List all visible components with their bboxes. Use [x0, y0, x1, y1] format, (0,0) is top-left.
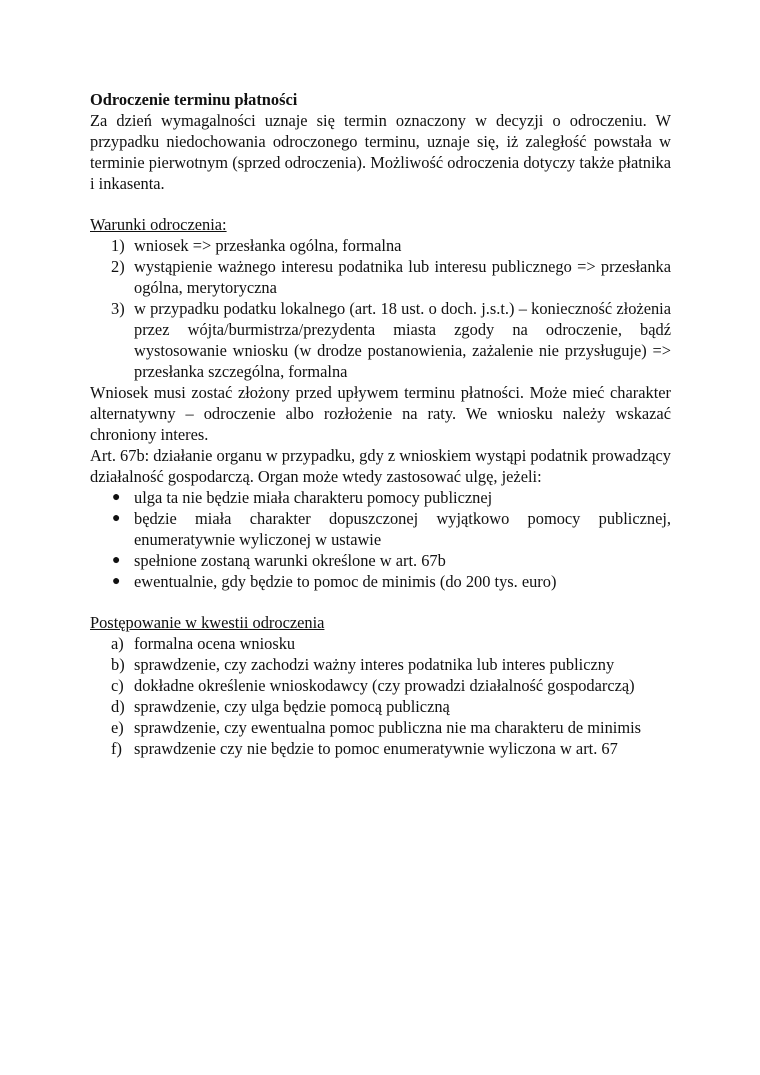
bullet-icon: ● [112, 553, 121, 568]
list-item [90, 738, 671, 759]
conditions-heading: Warunki odroczenia: [90, 215, 227, 234]
list-item [90, 654, 671, 675]
list-item [90, 235, 671, 256]
list-marker: b) [111, 655, 125, 674]
list-marker: f) [111, 739, 122, 758]
list-marker: e) [111, 718, 124, 737]
list-marker: d) [111, 697, 125, 716]
relief-bullet-list [90, 487, 671, 592]
spacer [90, 592, 671, 612]
list-marker: 2) [111, 257, 125, 276]
list-item [90, 256, 671, 298]
list-item [90, 696, 671, 717]
bullet-icon: ● [112, 511, 121, 526]
procedure-heading: Postępowanie w kwestii odroczenia [90, 613, 325, 632]
bullet-icon: ● [112, 490, 121, 505]
bullet-item [90, 508, 671, 550]
list-item-text: sprawdzenie, czy zachodzi ważny interes podatnika lub interes publiczny [134, 655, 615, 674]
bullet-item [90, 571, 671, 592]
list-item [90, 717, 671, 738]
list-marker: a) [111, 634, 124, 653]
list-item-text: dokładne określenie wnioskodawcy (czy prowadzi działalność gospodarczą) [134, 676, 635, 695]
list-marker: 3) [111, 299, 125, 318]
list-item [90, 675, 671, 696]
article-paragraph: Art. 67b: działanie organu w przypadku, gdy z wnioskiem wystąpi podatnik prowadzący działalność gospodarczą. Organ może wtedy zastosować ulgę, jeżeli: [90, 446, 671, 486]
application-paragraph: Wniosek musi zostać złożony przed upływem terminu płatności. Może mieć charakter alternatywny – odroczenie albo rozłożenie na raty. We wniosku należy wskazać chroniony interes. [90, 383, 671, 444]
list-item-text: sprawdzenie, czy ulga będzie pomocą publiczną [134, 697, 450, 716]
list-item-text: formalna ocena wniosku [134, 634, 296, 653]
list-marker: c) [111, 676, 124, 695]
bullet-icon: ● [112, 574, 121, 589]
conditions-list [90, 235, 671, 382]
procedure-list [90, 633, 671, 759]
list-item [90, 298, 671, 382]
bullet-text: będzie miała charakter dopuszczonej wyjątkowo pomocy publicznej, enumeratywnie wyliczonej w ustawie [134, 509, 671, 549]
spacer [90, 194, 671, 214]
list-item-text: sprawdzenie, czy ewentualna pomoc publiczna nie ma charakteru de minimis [134, 718, 641, 737]
list-item-text: w przypadku podatku lokalnego (art. 18 ust. o doch. j.s.t.) – konieczność złożenia przez wójta/burmistrza/prezydenta miasta zgody na odroczenie, bądź wystosowanie wniosku (w drodze postanowienia, zażalenie nie przysługuje) => przesłanka szczególna, formalna [134, 299, 671, 381]
bullet-item [90, 550, 671, 571]
bullet-text: ewentualnie, gdy będzie to pomoc de minimis (do 200 tys. euro) [134, 572, 557, 591]
document-page [90, 89, 671, 759]
bullet-text: spełnione zostaną warunki określone w art. 67b [134, 551, 446, 570]
bullet-item [90, 487, 671, 508]
list-item-text: wystąpienie ważnego interesu podatnika lub interesu publicznego => przesłanka ogólna, merytoryczna [134, 257, 671, 297]
list-marker: 1) [111, 236, 125, 255]
list-item-text: wniosek => przesłanka ogólna, formalna [134, 236, 402, 255]
list-item [90, 633, 671, 654]
list-item-text: sprawdzenie czy nie będzie to pomoc enumeratywnie wyliczona w art. 67 [134, 739, 618, 758]
section-title: Odroczenie terminu płatności [90, 90, 298, 109]
intro-paragraph: Za dzień wymagalności uznaje się termin oznaczony w decyzji o odroczeniu. W przypadku niedochowania odroczonego terminu, uznaje się, iż zaległość powstała w terminie pierwotnym (sprzed odroczenia). Możliwość odroczenia dotyczy także płatnika i inkasenta. [90, 111, 671, 193]
bullet-text: ulga ta nie będzie miała charakteru pomocy publicznej [134, 488, 493, 507]
